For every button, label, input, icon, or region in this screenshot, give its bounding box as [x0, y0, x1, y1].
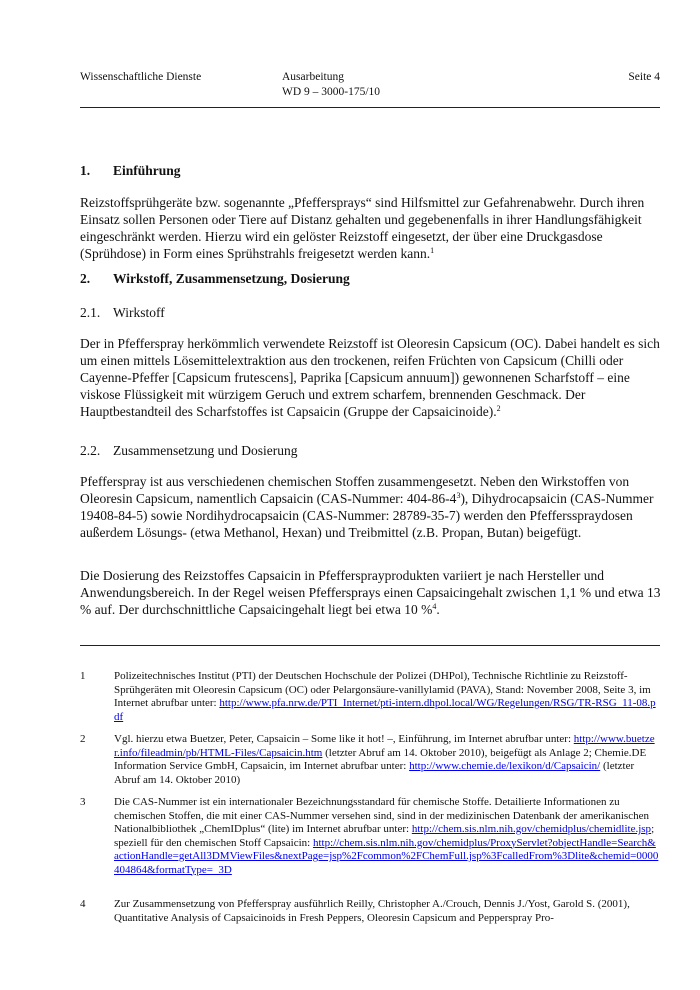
section-2-1-paragraph — [80, 335, 662, 420]
footnote-link[interactable]: http://www.pfa.nrw.de/PTI_Internet/pti-intern.dhpol.local/WG/Regelungen/RSG/TR-RSG_11-08.pdf — [114, 697, 656, 723]
footnote-number: 3 — [80, 796, 86, 808]
footnote-body-end: (letzter Abruf am 14. Oktober 2010) — [114, 760, 635, 786]
section-2-2-paragraph-1 — [80, 473, 662, 541]
header-rule — [80, 107, 660, 108]
section-number: 1. — [80, 163, 91, 178]
header-department: Wissenschaftliche Dienste — [80, 71, 202, 83]
footnote-4 — [80, 898, 660, 925]
section-number: 2. — [80, 271, 91, 286]
section-number: 2.1. — [80, 305, 101, 320]
footnote-ref-1[interactable]: 1 — [430, 246, 435, 255]
footnote-text — [114, 733, 660, 787]
paragraph-text: Reizstoffsprühgeräte bzw. sogenannte „Pfeffersprays“ sind Hilfsmittel zur Gefahrenabwehr. Durch ihren Einsatz sollen Personen oder Tiere auf Distanz gehalten und gegebenenfalls in ihrer Handlungsfähigkeit eingeschränkt werden. Hierzu wird ein gelöster Reizstoff eingesetzt, der über eine Druckgasdose (Sprühdose) in Form eines Sprühstrahls freigesetzt werden kann. — [80, 195, 645, 261]
section-1-heading — [80, 163, 181, 179]
header-document-type — [282, 70, 380, 100]
paragraph-text: Pfefferspray ist aus verschiedenen chemischen Stoffen zusammengesetzt. Neben den Wirkstoffen von Oleoresin Capsicum, namentlich Capsaicin (CAS-Nummer: 404-86-4 — [80, 474, 630, 506]
footnote-ref-3[interactable]: 3 — [456, 491, 461, 500]
section-2-2-paragraph-2 — [80, 567, 662, 618]
footnote-3 — [80, 796, 660, 877]
section-number: 2.2. — [80, 443, 101, 458]
footnote-link-2[interactable]: http://www.chemie.de/lexikon/d/Capsaicin/ — [409, 760, 601, 772]
section-2-2-heading — [80, 443, 297, 459]
footnote-text — [114, 670, 660, 724]
footnote-body-cont: ; speziell für den chemischen Stoff Capsaicin: — [114, 823, 655, 849]
footnote-ref-4[interactable]: 4 — [432, 602, 437, 611]
footnote-link[interactable]: http://www.buetzer.info/fileadmin/pb/HTML-Files/Capsaicin.htm — [114, 733, 655, 759]
footnote-body: Polizeitechnisches Institut (PTI) der Deutschen Hochschule der Polizei (DHPol), Technische Richtlinie zu Reizstoff-Sprühgeräten mit Oleoresin Capsicum (OC) oder Pelargonsäure-vanillylamid (PAVA), Stand: November 2008, Seite 3, im Internet abrufbar unter: — [114, 670, 651, 709]
paragraph-text: Der in Pfefferspray herkömmlich verwendete Reizstoff ist Oleoresin Capsicum (OC). Dabei handelt es sich um einen mittels Lösemittelextraktion aus den trockenen, reifen Früchten von Capsicum (Chilli oder Cayenne-Pfeffer [Capsicum frutescens], Paprika [Capsicum annuum]) gewonnenen Scharfstoff – eine viskose Flüssigkeit mit würzigem Geruch und extrem scharfem, brennenden Geschmack. Der Hauptbestandteil des Scharfstoffes ist Capsaicin (Gruppe der Capsaicinoide). — [80, 336, 660, 419]
section-2-1-heading — [80, 305, 165, 321]
footnote-link-2[interactable]: http://chem.sis.nlm.nih.gov/chemidplus/ProxyServlet?objectHandle=Search&actionHandle=getAll3DMViewFiles&nextPage=jsp%2Fcommon%2FChemFull.jsp%3FcalledFrom%3Dlite&chemid=0000404864&formatType=_3D — [114, 836, 659, 876]
section-title: Wirkstoff, Zusammensetzung, Dosierung — [113, 271, 350, 286]
footnote-number: 2 — [80, 733, 86, 745]
footnote-body: Vgl. hierzu etwa Buetzer, Peter, Capsaicin – Some like it hot! –, Einführung, im Internet abrufbar unter: — [114, 733, 574, 745]
header-page-number: Seite 4 — [628, 71, 660, 83]
header-doc-number: WD 9 – 3000-175/10 — [282, 86, 381, 98]
section-title: Einführung — [113, 163, 181, 178]
paragraph-text-cont: ), Dihydrocapsaicin (CAS-Nummer 19408-84-5) sowie Nordihydrocapsaicin (CAS-Nummer: 28789-35-7) werden den Pfeffersspraydosen außerdem Lösungs- (etwa Methanol, Hexan) und Treibmittel (z.B. Propan, Butan) beigefügt. — [80, 491, 654, 540]
footnote-ref-2[interactable]: 2 — [496, 404, 501, 413]
footnote-1 — [80, 670, 660, 724]
footnote-separator — [80, 645, 660, 646]
footnote-text: Zur Zusammensetzung von Pfefferspray ausführlich Reilly, Christopher A./Crouch, Dennis J./Yost, Garold S. (2001), Quantitative Analysis of Capsaicinoids in Fresh Peppers, Oleoresin Capsicum and Pepperspray Pro- — [114, 898, 630, 924]
footnote-link[interactable]: http://chem.sis.nlm.nih.gov/chemidplus/chemidlite.jsp — [411, 823, 652, 835]
footnote-text — [114, 796, 660, 877]
footnote-body-cont: (letzter Abruf am 14. Oktober 2010), beigefügt als Anlage 2; Chemie.DE Information Service GmbH, Capsaicin, im Internet abrufbar unter: — [114, 746, 647, 772]
paragraph-text: Die Dosierung des Reizstoffes Capsaicin in Pfeffersprayprodukten variiert je nach Hersteller und Anwendungsbereich. In der Regel weisen Pfeffersprays einen Capsaicingehalt zwischen 1,1 % und etwa 13 % auf. Der durchschnittliche Capsaicingehalt liegt bei etwa 10 % — [80, 568, 661, 617]
section-1-paragraph — [80, 194, 662, 262]
footnote-number: 1 — [80, 670, 86, 682]
section-title: Zusammensetzung und Dosierung — [113, 443, 298, 458]
section-2-heading — [80, 271, 350, 287]
footnote-body: Die CAS-Nummer ist ein internationaler Bezeichnungsstandard für chemische Stoffe. Detailierte Informationen zu chemischen Stoffen, die mit einer CAS-Nummer versehen sind, sind in der medizinischen Datenbank der amerikanischen Nationalbibliothek „ChemIDplus“ (lite) im Internet abrufbar unter: — [114, 796, 649, 835]
paragraph-end: . — [436, 602, 440, 617]
header-doc-label: Ausarbeitung — [282, 71, 344, 83]
footnote-number: 4 — [80, 898, 86, 910]
footnote-2 — [80, 733, 660, 787]
section-title: Wirkstoff — [113, 305, 165, 320]
